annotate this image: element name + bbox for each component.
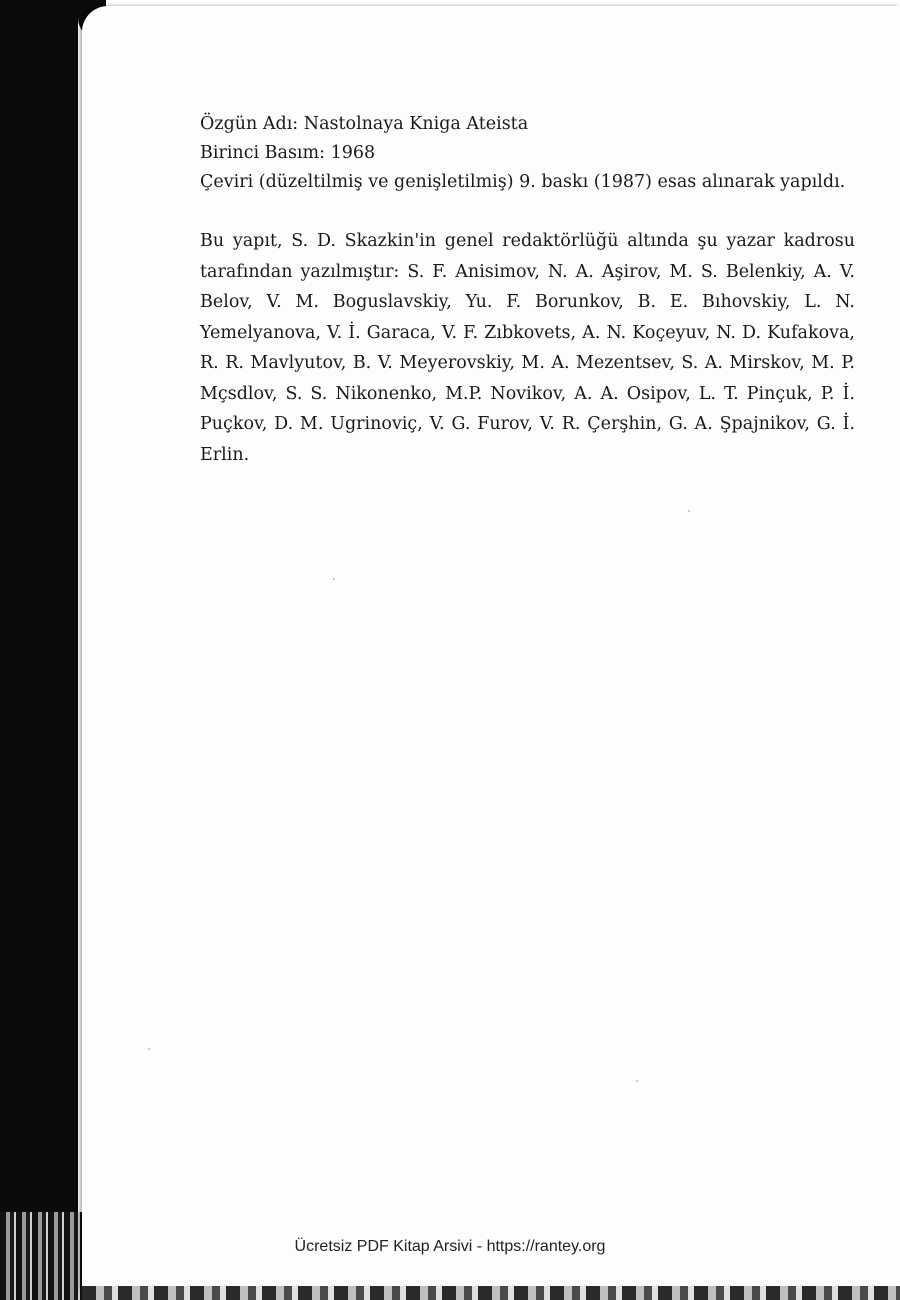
page-bottom-edge bbox=[82, 1286, 900, 1300]
scan-speck bbox=[333, 578, 335, 580]
scan-speck bbox=[688, 510, 690, 512]
scanner-edge-left bbox=[0, 0, 78, 1300]
scan-speck bbox=[636, 1080, 638, 1082]
footer-text: Ücretsiz PDF Kitap Arsivi - https://rantey.org bbox=[294, 1238, 606, 1255]
translation-note-line: Çeviri (düzeltilmiş ve genişletilmiş) 9. baskı (1987) esas alınarak yapıldı. bbox=[200, 172, 846, 192]
authors-credits-paragraph: Bu yapıt, S. D. Skazkin'in genel redaktörlüğü altında şu yazar kadrosu tarafından yazılmıştır: S. F. Anisimov, N. A. Aşirov, M. S. Belenkiy, A. V. Belov, V. M. Boguslavskiy, Yu. F. Borunkov, B. E. Bıhovskiy, L. N. Yemelyanova, V. İ. Garaca, V. F. Zıbkovets, A. N. Koçeyuv, N. D. Kufakova, R. R. Mavlyutov, B. V. Meyerovskiy, M. A. Mezentsev, S. A. Mirskov, M. P. Mçsdlov, S. S. Nikonenko, M.P. Novikov, A. A. Osipov, L. T. Pinçuk, P. İ. Puçkov, D. M. Ugrinoviç, V. G. Furov, V. R. Çerşhin, G. A. Şpajnikov, G. İ. Erlin. bbox=[200, 231, 855, 465]
first-edition-line: Birinci Basım: 1968 bbox=[200, 143, 376, 163]
scan-speck bbox=[148, 1048, 150, 1050]
book-page bbox=[82, 6, 900, 1290]
footer-watermark bbox=[0, 1238, 900, 1256]
original-title-line: Özgün Adı: Nastolnaya Kniga Ateista bbox=[200, 114, 529, 134]
publication-info bbox=[200, 110, 860, 197]
